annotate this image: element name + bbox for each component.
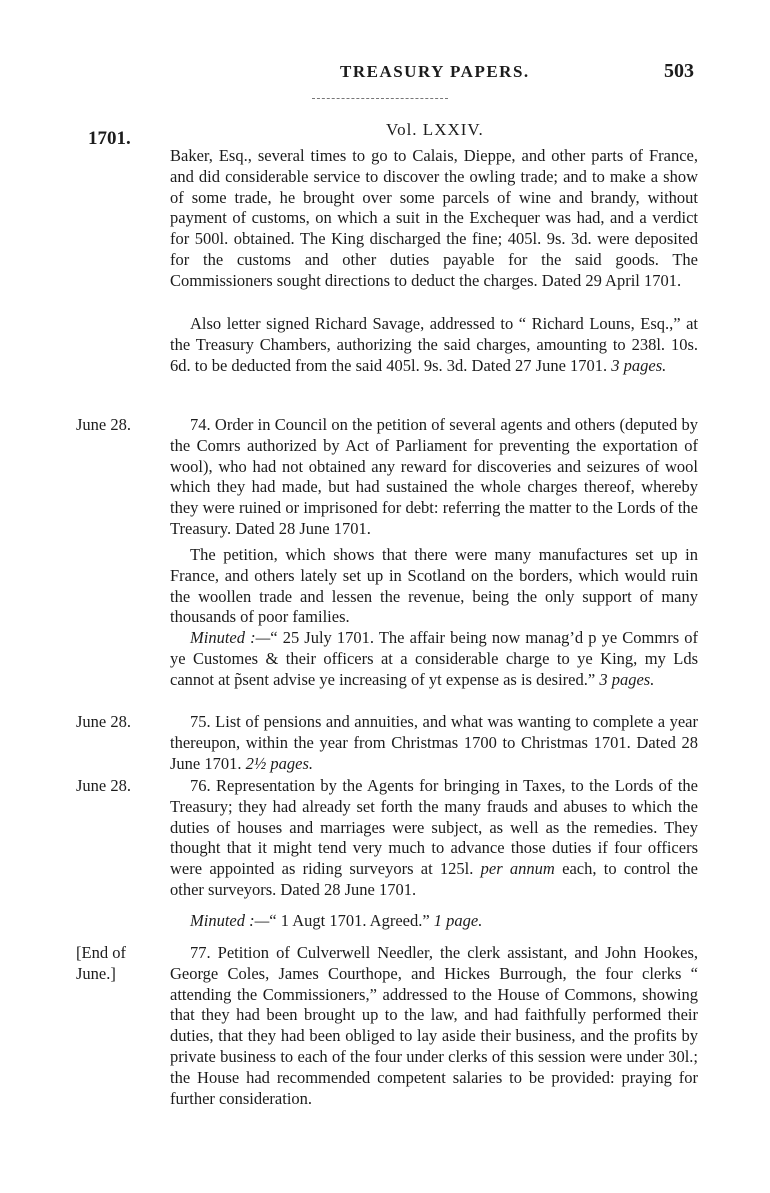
entry-74-petition: The petition, which shows that there were many manufactures set up in France, and others lately set up in Scotland on the borders, which would ruin the woollen trade and lessen the revenue, being the only support of many thousands of poor families.: [170, 545, 698, 627]
entry-75-text: [170, 712, 698, 774]
entry-75-body: 75. List of pensions and annuities, and what was wanting to complete a year thereupon, within the year from Christmas 1700 to Christmas 1701. Dated 28 June 1701.: [170, 712, 698, 773]
entry-76-body-b: each, to control the other surveyors. Dated 28 June 1701.: [170, 859, 698, 899]
entry-75-date: June 28.: [76, 712, 131, 731]
page-count: 3 pages.: [611, 355, 667, 375]
entry-77-text: 77. Petition of Culverwell Needler, the clerk assistant, and John Hookes, George Coles, James Courthope, and Hickes Burrough, the four clerks “ attending the Commissioners,” addressed to the House of Commons, showing that they had been brought up to the law, and had faithfully performed their duties, that they had been obliged to lay aside their business, and the profits by private business to each of the four under clerks of this session were under 30l.; the House had recommended competent salaries to be provided: praying for further consideration.: [170, 943, 698, 1108]
header-rule: [312, 98, 448, 99]
page-count: 2½ pages.: [245, 753, 313, 773]
minuted-text: “ 1 Augt 1701. Agreed.”: [269, 911, 430, 930]
page-number: 503: [664, 60, 694, 82]
minuted-label: Minuted :—: [190, 628, 271, 647]
per-annum: per annum: [480, 859, 555, 879]
entry-76-minute: [170, 911, 698, 932]
entry-74-text: 74. Order in Council on the petition of several agents and others (deputed by the Comrs authorized by Act of Parliament for preventing the exportation of wool), who had not obtained any reward for discoveries and seizures of wool which they had made, but had sustained the whole charges thereof, whereby they were ruined or imprisoned for debt: referring the matter to the Lords of the Treasury. Dated 28 June 1701.: [170, 415, 698, 538]
entry-76-body-a: 76. Representation by the Agents for bringing in Taxes, to the Lords of the Treasury; they had already set forth the many frauds and abuses to which the duties of houses and marriages were subject, as well as the remedies. They thought that it might tend very much to advance those duties if four officers were appointed as riding surveyors at 125l.: [170, 776, 698, 879]
continuation-paragraph: Baker, Esq., several times to go to Calais, Dieppe, and other parts of France, and did considerable service to discover the owling trade; and to make a show of some trade, he brought over some parcels of wine and brandy, without payment of customs, on which a suit in the Exchequer was had, and a verdict for 500l. obtained. The King discharged the fine; 405l. 9s. 3d. were deposited for the customs and other duties payable for the said goods. The Commissioners sought directions to deduct the charges. Dated 29 April 1701.: [170, 146, 698, 290]
volume-heading: Vol. LXXIV.: [386, 120, 484, 139]
page-count: 1 page.: [433, 911, 483, 930]
entry-76-date: June 28.: [76, 776, 131, 795]
margin-year: 1701.: [88, 128, 131, 149]
entry-74-minute: [170, 628, 698, 690]
minuted-label: Minuted :—: [190, 911, 270, 930]
entry-74-date: June 28.: [76, 415, 131, 434]
minuted-text: “ 25 July 1701. The affair being now manag’d p ye Commrs of ye Customes & their officers at a considerable charge to ye King, my Lds cannot at p̃sent advise ye increasing of yt expense as is desired.”: [170, 628, 698, 689]
running-title: TREASURY PAPERS.: [340, 62, 530, 81]
page-count: 3 pages.: [599, 669, 655, 689]
letter-text: Also letter signed Richard Savage, addressed to “ Richard Louns, Esq.,” at the Treasury Chambers, authorizing the said charges, amounting to 238l. 10s. 6d. to be deducted from the said 405l. 9s. 3d. Dated 27 June 1701.: [170, 314, 698, 375]
letter-paragraph: [170, 314, 698, 376]
entry-77-date: [End of June.]: [76, 943, 126, 983]
entry-76-text: [170, 776, 698, 901]
